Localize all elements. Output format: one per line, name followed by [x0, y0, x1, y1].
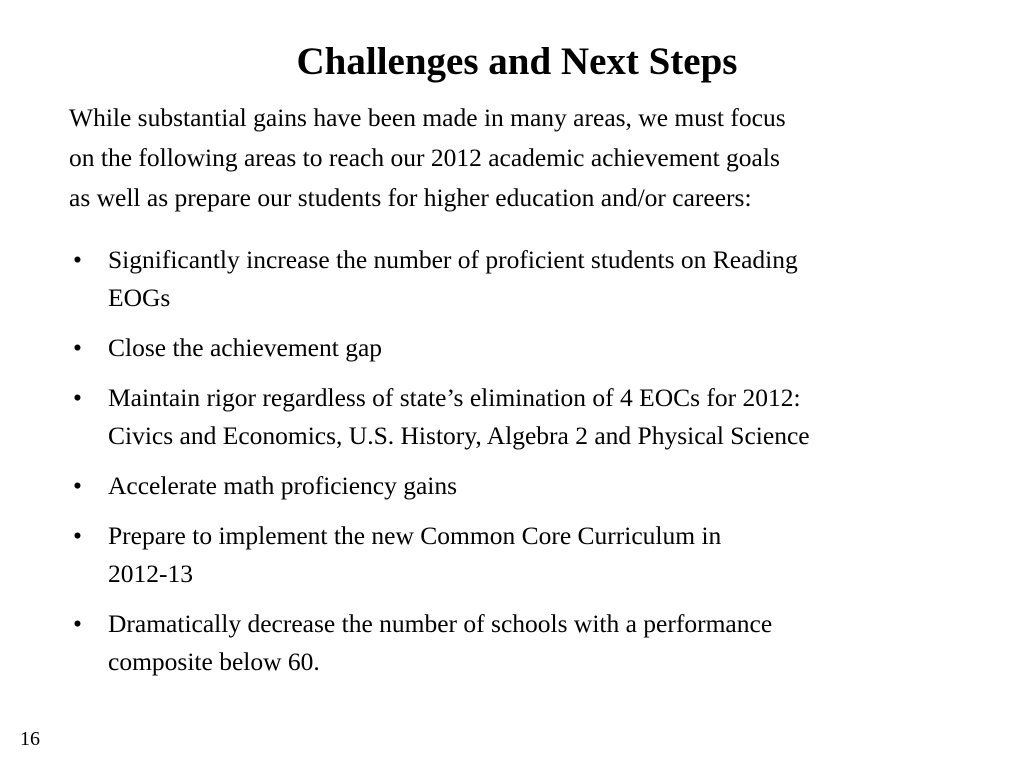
bullet-text-line: Accelerate math proficiency gains [108, 471, 458, 500]
bullet-text-line: Close the achievement gap [108, 333, 383, 362]
bullet-dot-icon: • [73, 333, 82, 362]
bullet-dot-icon: • [73, 521, 82, 550]
bullet-item [69, 241, 989, 317]
bullet-item [69, 379, 989, 455]
bullet-item [69, 467, 989, 505]
bullet-text-line: Maintain rigor regardless of state’s elimination of 4 EOCs for 2012: [108, 383, 801, 412]
intro-line: as well as prepare our students for higher education and/or careers: [69, 183, 752, 212]
bullet-text-line: Significantly increase the number of proficient students on Reading [108, 245, 798, 274]
bullet-text-line: composite below 60. [108, 647, 320, 676]
bullet-item [69, 605, 989, 681]
bullet-text-line: EOGs [108, 283, 171, 312]
bullet-text-line: Prepare to implement the new Common Core Curriculum in [108, 521, 722, 550]
slide-title: Challenges and Next Steps [296, 40, 738, 83]
bullet-dot-icon: • [73, 245, 82, 274]
intro-paragraph [69, 98, 969, 218]
page-number: 16 [20, 728, 40, 750]
bullet-dot-icon: • [73, 471, 82, 500]
intro-line: While substantial gains have been made in many areas, we must focus [69, 103, 786, 132]
bullet-list [69, 241, 989, 693]
bullet-item [69, 517, 989, 593]
bullet-item [69, 329, 989, 367]
intro-line: on the following areas to reach our 2012 academic achievement goals [69, 143, 780, 172]
bullet-text-line: Dramatically decrease the number of schools with a performance [108, 609, 773, 638]
bullet-text-line: Civics and Economics, U.S. History, Algebra 2 and Physical Science [108, 421, 810, 450]
bullet-dot-icon: • [73, 609, 82, 638]
bullet-dot-icon: • [73, 383, 82, 412]
bullet-text-line: 2012-13 [108, 559, 193, 588]
